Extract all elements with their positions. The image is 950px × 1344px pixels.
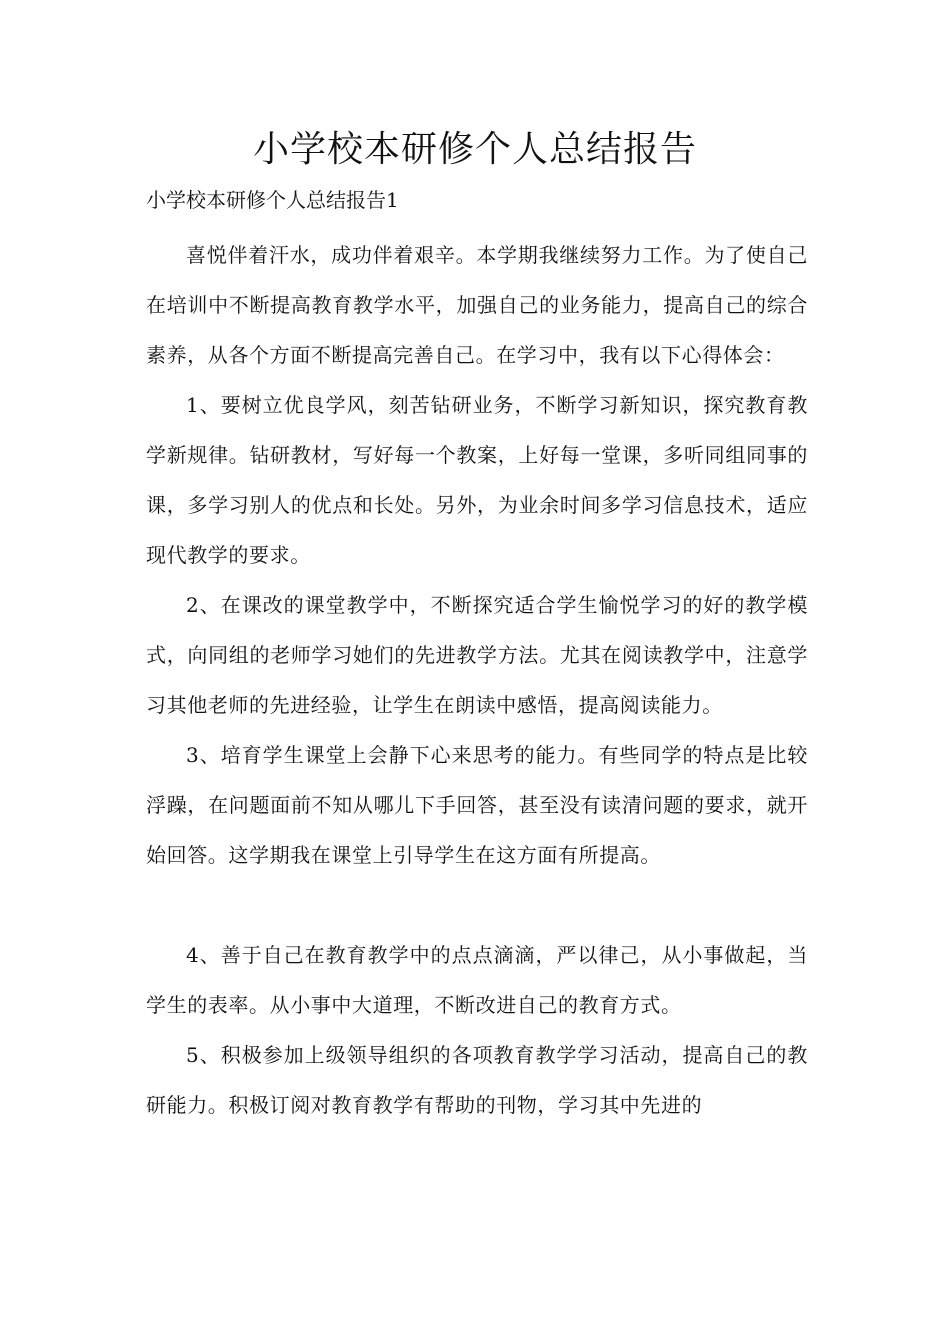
paragraph-point-5: 5、积极参加上级领导组织的各项教育教学学习活动，提高自己的教研能力。积极订阅对教育教学有帮助的刊物，学习其中先进的 [146, 1043, 808, 1117]
document-body [146, 230, 808, 1130]
paragraph-point-4: 4、善于自己在教育教学中的点点滴滴，严以律己，从小事做起，当学生的表率。从小事中大道理，不断改进自己的教育方式。 [146, 943, 808, 1017]
section-heading: 小学校本研修个人总结报告1 [146, 188, 399, 212]
blank-line [146, 880, 808, 930]
paragraph-intro: 喜悦伴着汗水，成功伴着艰辛。本学期我继续努力工作。为了使自己在培训中不断提高教育教学水平，加强自己的业务能力，提高自己的综合素养，从各个方面不断提高完善自己。在学习中，我有以下心得体会： [146, 243, 808, 367]
paragraph-point-1: 1、要树立优良学风，刻苦钻研业务，不断学习新知识，探究教育教学新规律。钻研教材，写好每一个教案，上好每一堂课，多听同组同事的课，多学习别人的优点和长处。另外，为业余时间多学习信息技术，适应现代教学的要求。 [146, 393, 808, 567]
paragraph-point-2: 2、在课改的课堂教学中，不断探究适合学生愉悦学习的好的教学模式，向同组的老师学习她们的先进教学方法。尤其在阅读教学中，注意学习其他老师的先进经验，让学生在朗读中感悟，提高阅读能力。 [146, 593, 808, 717]
page-title: 小学校本研修个人总结报告 [252, 129, 697, 170]
paragraph-point-3: 3、培育学生课堂上会静下心来思考的能力。有些同学的特点是比较浮躁，在问题面前不知从哪儿下手回答，甚至没有读清问题的要求，就开始回答。这学期我在课堂上引导学生在这方面有所提高。 [146, 743, 808, 867]
